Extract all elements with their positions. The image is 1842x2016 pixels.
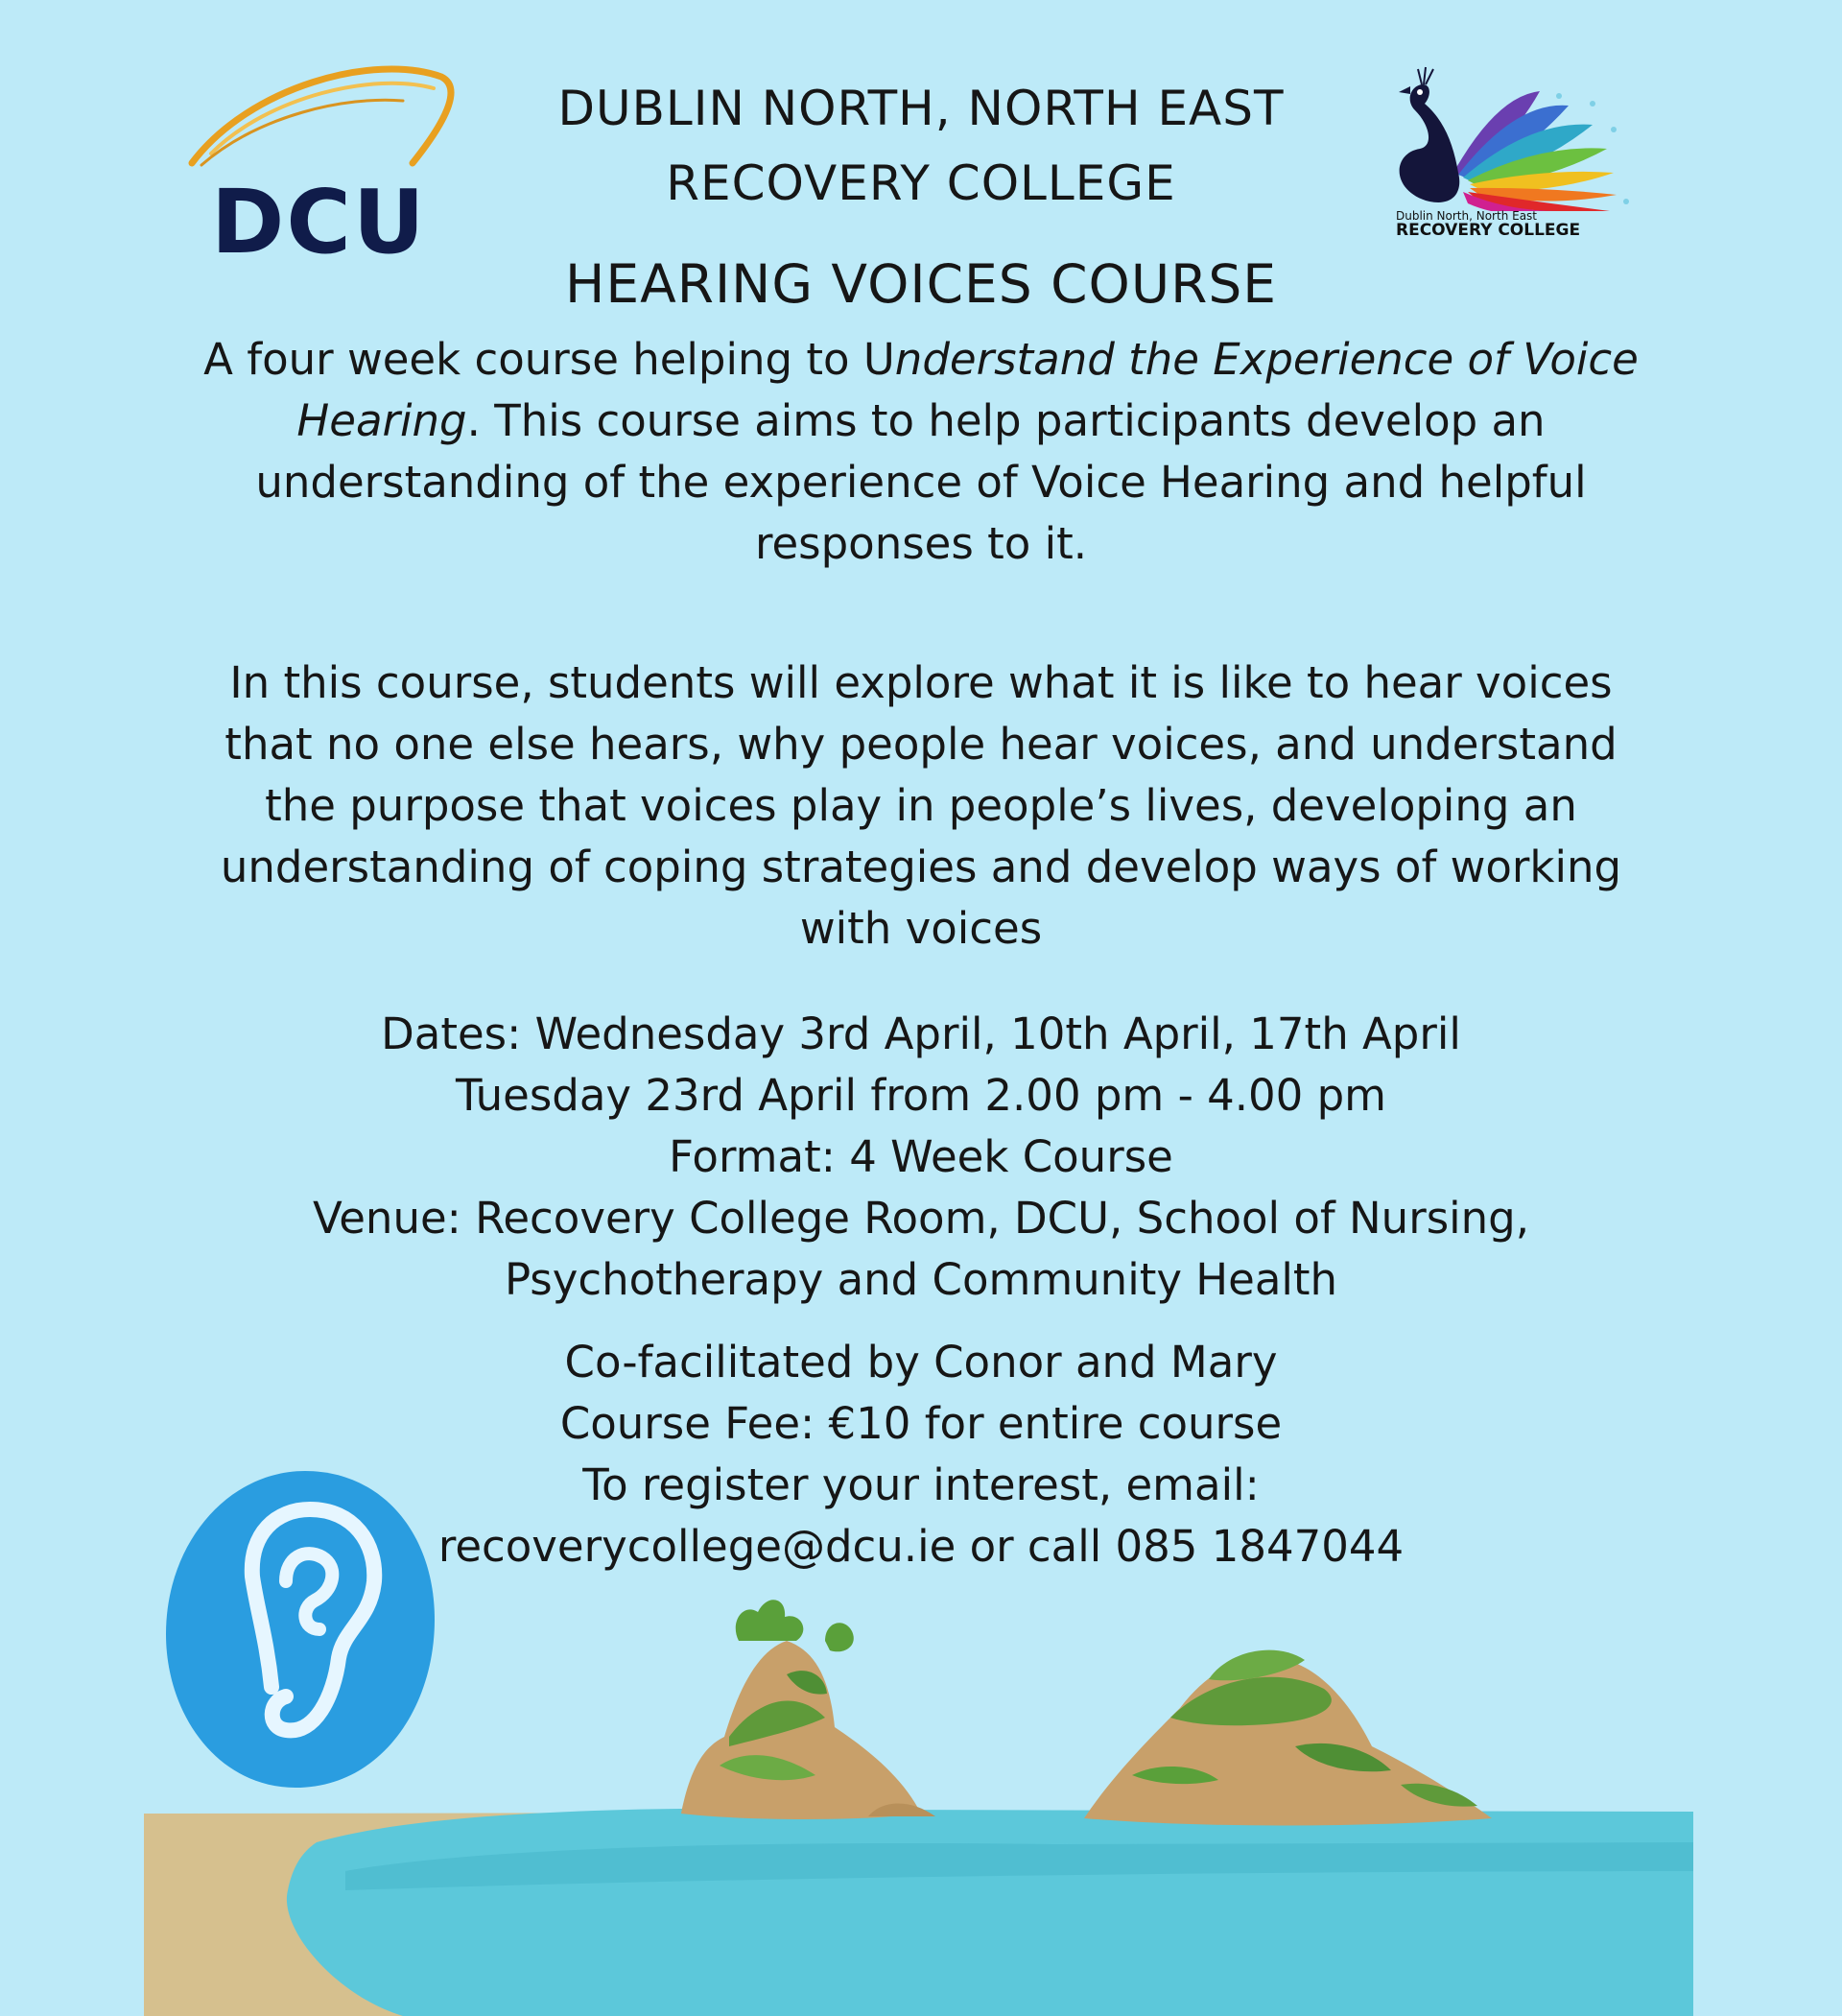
peacock-logo-icon [1362, 58, 1650, 211]
intro-paragraph [192, 329, 1650, 575]
details-paragraph: In this course, students will explore what it is like to hear voices that no one else hears, why people hear voices, and understand the purpose that voices play in people’s lives, developing an understanding of coping strategies and develop ways of working with voices [220, 657, 1622, 954]
dates-line1: Dates: Wednesday 3rd April, 10th April, 17th April [381, 1008, 1461, 1059]
intro-italic: nderstand the Experience of Voice Hearing [296, 334, 1639, 446]
recovery-college-logo [1362, 58, 1650, 249]
college-name-line1: DUBLIN NORTH, NORTH EAST [557, 81, 1285, 136]
recovery-college-logo-text [1396, 209, 1617, 238]
dates-line2: Tuesday 23rd April from 2.00 pm - 4.00 pm [455, 1070, 1387, 1121]
email-phone-line[interactable]: recoverycollege@dcu.ie or call 085 1847044 [437, 1521, 1405, 1572]
course-info [0, 1004, 1842, 1311]
ear-icon [161, 1466, 439, 1792]
intro-prefix: A four week course helping to U [203, 334, 895, 385]
format-line: Format: 4 Week Course [669, 1131, 1173, 1182]
venue-line2: Psychotherapy and Community Health [504, 1254, 1338, 1305]
dcu-logo-text: DCU [211, 171, 427, 273]
venue-line1: Venue: Recovery College Room, DCU, School of Nursing, [312, 1193, 1530, 1244]
course-title: HEARING VOICES COURSE [565, 253, 1277, 315]
logo-text-line1: Dublin North, North East [1396, 209, 1538, 223]
intro-suffix: . This course aims to help participants develop an understanding of the experience of Voice Hearing and helpful responses to it. [255, 395, 1587, 569]
fee-line: Course Fee: €10 for entire course [559, 1398, 1283, 1449]
logo-text-line2: RECOVERY COLLEGE [1396, 221, 1581, 240]
register-line: To register your interest, email: [582, 1459, 1260, 1510]
college-name-line2: RECOVERY COLLEGE [666, 155, 1176, 211]
facilitators-line: Co-facilitated by Conor and Mary [564, 1337, 1278, 1387]
